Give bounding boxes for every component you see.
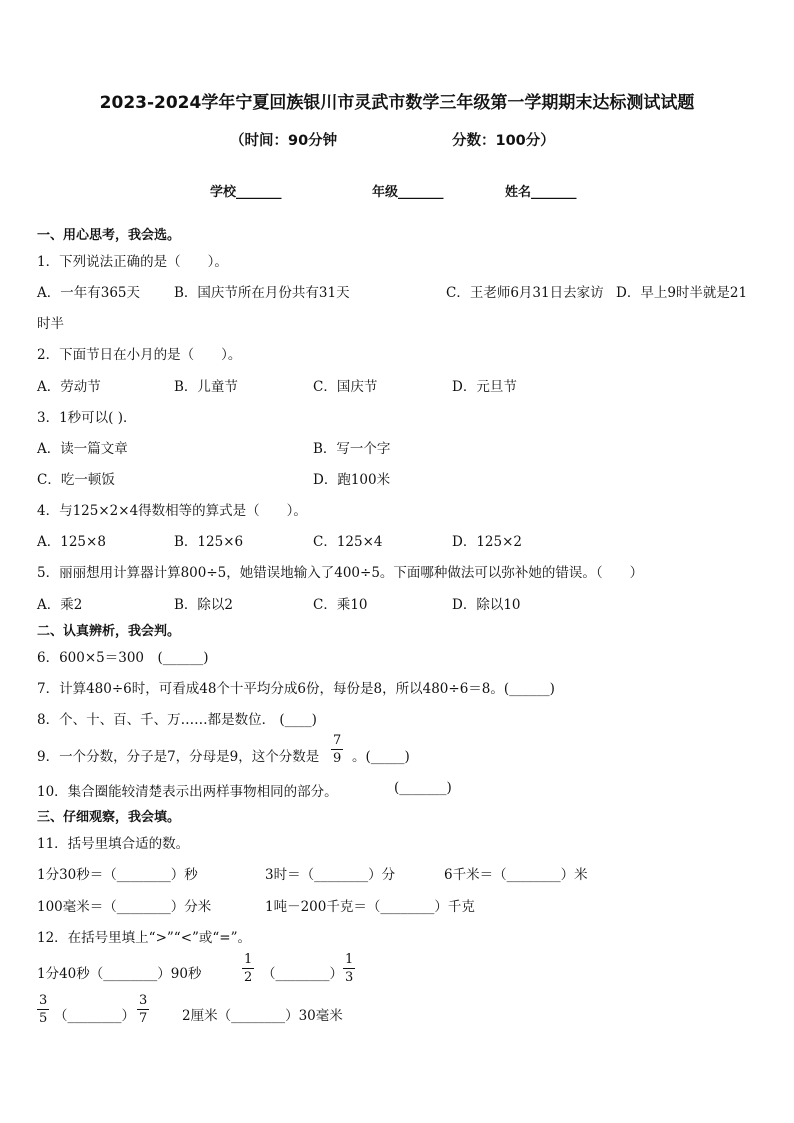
q10-text: 10．集合圈能较清楚表示出两样事物相同的部分。 bbox=[37, 784, 338, 800]
q9-fraction-denominator: 9 bbox=[333, 751, 342, 766]
q9-text: 9．一个分数，分子是7，分母是9，这个分数是 bbox=[37, 749, 320, 765]
q6-text[interactable]: 6．600×5＝300 (______) bbox=[37, 650, 209, 666]
fraction-denominator: 5 bbox=[39, 1011, 48, 1026]
q11-item-4[interactable]: 100毫米＝（________）分米 bbox=[37, 899, 212, 915]
q11-item-1[interactable]: 1分30秒＝（________）秒 bbox=[37, 867, 198, 883]
q12-fraction-right-2 bbox=[137, 993, 149, 1026]
q12-item-4[interactable]: 2厘米（________）30毫米 bbox=[182, 1008, 343, 1024]
q3-stem: 3．1秒可以( )． bbox=[37, 410, 137, 426]
fraction-numerator: 1 bbox=[244, 952, 253, 967]
q8-text[interactable]: 8．个、十、百、千、万……都是数位． (____) bbox=[37, 712, 317, 728]
q11-stem: 11．括号里填合适的数。 bbox=[37, 836, 190, 852]
grade-field[interactable]: 年级_______ bbox=[372, 185, 444, 200]
q11-item-5[interactable]: 1吨－200千克＝（________）千克 bbox=[265, 899, 475, 915]
q2-stem: 2．下面节日在小月的是（ ）。 bbox=[37, 347, 242, 363]
q12-item-1[interactable]: 1分40秒（________）90秒 bbox=[37, 966, 202, 982]
q12-stem: 12．在括号里填上“>”“<”或“=”。 bbox=[37, 930, 252, 946]
q5-option-c[interactable]: C．乘10 bbox=[313, 597, 368, 613]
section-2-title: 二、认真辨析，我会判。 bbox=[37, 624, 181, 639]
q5-stem: 5．丽丽想用计算器计算800÷5，她错误地输入了400÷5。下面哪种做法可以弥补她的错误。（ ） bbox=[37, 565, 644, 581]
q5-option-b[interactable]: B．除以2 bbox=[174, 597, 234, 613]
q9-fraction bbox=[331, 733, 343, 766]
q3-option-b[interactable]: B．写一个字 bbox=[313, 441, 391, 457]
exam-score: 分数：100分） bbox=[452, 133, 555, 149]
q2-option-c[interactable]: C．国庆节 bbox=[313, 379, 378, 395]
page-title: 2023-2024学年宁夏回族银川市灵武市数学三年级第一学期期末达标测试试题 bbox=[99, 93, 695, 113]
q4-option-d[interactable]: D．125×2 bbox=[452, 534, 522, 550]
q12-fraction-right-1 bbox=[343, 952, 355, 985]
q3-option-d[interactable]: D．跑100米 bbox=[313, 472, 391, 488]
fraction-denominator: 2 bbox=[244, 970, 253, 985]
q1-stem: 1．下列说法正确的是（ ）。 bbox=[37, 254, 228, 270]
q1-option-a[interactable]: A．一年有365天 bbox=[37, 285, 141, 301]
q12-blank-3[interactable]: （________） bbox=[54, 1008, 135, 1024]
q3-option-a[interactable]: A．读一篇文章 bbox=[37, 441, 128, 457]
q4-option-c[interactable]: C．125×4 bbox=[313, 534, 383, 550]
q2-option-b[interactable]: B．儿童节 bbox=[174, 379, 238, 395]
q1-option-d-continued: 时半 bbox=[37, 316, 64, 332]
name-field[interactable]: 姓名_______ bbox=[505, 185, 577, 200]
exam-time: （时间：90分钟 bbox=[230, 133, 338, 149]
fraction-numerator: 3 bbox=[139, 993, 148, 1008]
section-3-title: 三、仔细观察，我会填。 bbox=[37, 810, 181, 825]
q1-option-b[interactable]: B．国庆节所在月份共有31天 bbox=[174, 285, 350, 301]
q2-option-a[interactable]: A．劳动节 bbox=[37, 379, 101, 395]
q10-answer-blank[interactable]: (_______) bbox=[394, 780, 452, 796]
q12-fraction-left-1 bbox=[242, 952, 254, 985]
q11-item-2[interactable]: 3时＝（________）分 bbox=[265, 867, 396, 883]
fraction-numerator: 3 bbox=[39, 993, 48, 1008]
q4-option-a[interactable]: A．125×8 bbox=[37, 534, 106, 550]
section-1-title: 一、用心思考，我会选。 bbox=[37, 228, 181, 243]
q11-item-3[interactable]: 6千米＝（________）米 bbox=[444, 867, 588, 883]
q9-answer-blank[interactable]: 。(_____) bbox=[352, 749, 410, 765]
q1-option-c[interactable]: C．王老师6月31日去家访 bbox=[446, 285, 604, 301]
q3-option-c[interactable]: C．吃一顿饭 bbox=[37, 472, 115, 488]
school-field[interactable]: 学校_______ bbox=[210, 185, 282, 200]
q1-option-d[interactable]: D．早上9时半就是21 bbox=[616, 285, 748, 301]
q12-blank-2[interactable]: （________） bbox=[262, 966, 343, 982]
fraction-numerator: 1 bbox=[345, 952, 354, 967]
q9-fraction-numerator: 7 bbox=[333, 733, 342, 748]
fraction-denominator: 7 bbox=[139, 1011, 148, 1026]
q2-option-d[interactable]: D．元旦节 bbox=[452, 379, 517, 395]
q7-text[interactable]: 7．计算480÷6时，可看成48个十平均分成6份，每份是8，所以480÷6＝8。(______) bbox=[37, 681, 555, 697]
q12-fraction-left-2 bbox=[37, 993, 49, 1026]
q4-option-b[interactable]: B．125×6 bbox=[174, 534, 244, 550]
q4-stem: 4．与125×2×4得数相等的算式是（ ）。 bbox=[37, 503, 307, 519]
q5-option-a[interactable]: A．乘2 bbox=[37, 597, 83, 613]
q5-option-d[interactable]: D．除以10 bbox=[452, 597, 521, 613]
fraction-denominator: 3 bbox=[345, 970, 354, 985]
